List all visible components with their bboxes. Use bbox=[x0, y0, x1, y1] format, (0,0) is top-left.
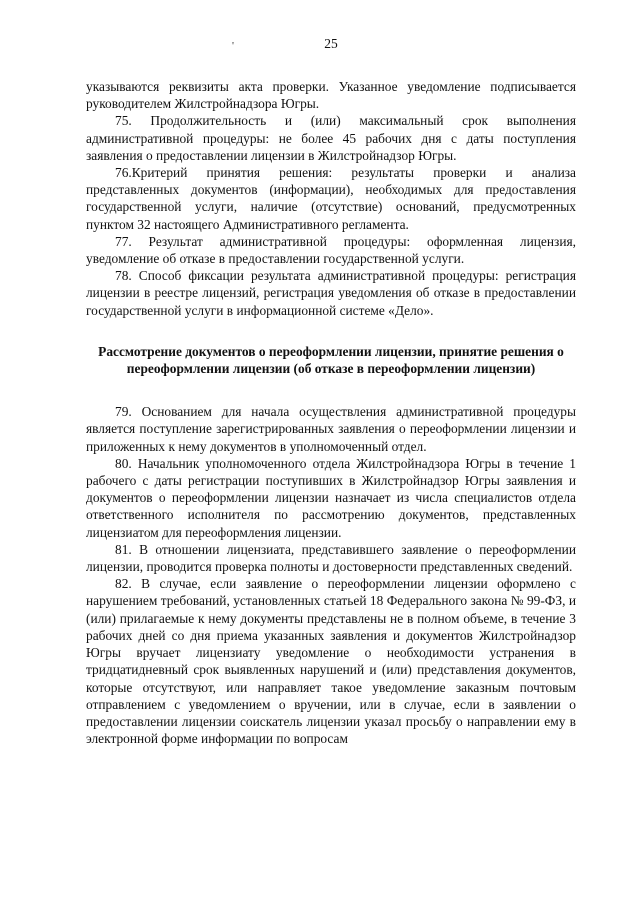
paragraph-80: 80. Начальник уполномоченного отдела Жилстройнадзора Югры в течение 1 рабочего с даты регистрации поступивших в Жилстройнадзор Югры заявления и документов о переоформлении лицензии назначает из числа специалистов отдела ответственного исполнителя по рассмотрению документов, представленных лицензиатом для переоформления лицензии. bbox=[86, 455, 576, 540]
paragraph-81: 81. В отношении лицензиата, представившего заявление о переоформлении лицензии, проводится проверка полноты и достоверности представленных сведений. bbox=[86, 541, 576, 575]
section-heading: Рассмотрение документов о переоформлении лицензии, принятие решения о переоформлении лицензии (об отказе в переоформлении лицензии) bbox=[98, 343, 564, 377]
body-top bbox=[86, 78, 576, 319]
paragraph-75: 75. Продолжительность и (или) максимальный срок выполнения административной процедуры: не более 45 рабочих дня с даты поступления заявления о предоставлении лицензии в Жилстройнадзор Югры. bbox=[86, 113, 576, 163]
page-number: 25 bbox=[324, 36, 338, 51]
paragraph: указываются реквизиты акта проверки. Указанное уведомление подписывается руководителем Жилстройнадзора Югры. bbox=[86, 79, 576, 112]
scan-mark: ' bbox=[232, 40, 234, 52]
paragraph-76: 76.Критерий принятия решения: результаты проверки и анализа представленных документов (информации), необходимых для предоставления государственной услуги, наличие (отсутствие) оснований, предусмотренных пунктом 32 настоящего Административного регламента. bbox=[86, 165, 576, 232]
paragraph-77: 77. Результат административной процедуры: оформленная лицензия, уведомление об отказе в предоставлении государственной услуги. bbox=[86, 233, 576, 267]
paragraph-78: 78. Способ фиксации результата административной процедуры: регистрация лицензии в реестре лицензий, регистрация уведомления об отказе в предоставлении государственной услуги в информационной системе «Дело». bbox=[86, 268, 576, 318]
paragraph-82: 82. В случае, если заявление о переоформлении лицензии оформлено с нарушением требований, установленных статьей 18 Федерального закона № 99-ФЗ, и (или) прилагаемые к нему документы представлены не в полном объеме, в течение 3 рабочих дней со дня приема указанных заявления и документов Жилстройнадзор Югры вручает лицензиату уведомление о необходимости устранения в тридцатидневный срок выявленных нарушений и (или) представления документов, которые отсутствуют, или направляет такое уведомление заказным почтовым отправлением с уведомлением о вручении, или в случае, если в заявлении о предоставлении лицензии соискатель лицензии указал просьбу о направлении ему в электронной форме информации по вопросам bbox=[86, 576, 576, 747]
paragraph-79: 79. Основанием для начала осуществления административной процедуры является поступление зарегистрированных заявления о переоформлении лицензии и приложенных к нему документов в уполномоченный отдел. bbox=[86, 404, 576, 454]
body-bottom bbox=[86, 403, 576, 747]
